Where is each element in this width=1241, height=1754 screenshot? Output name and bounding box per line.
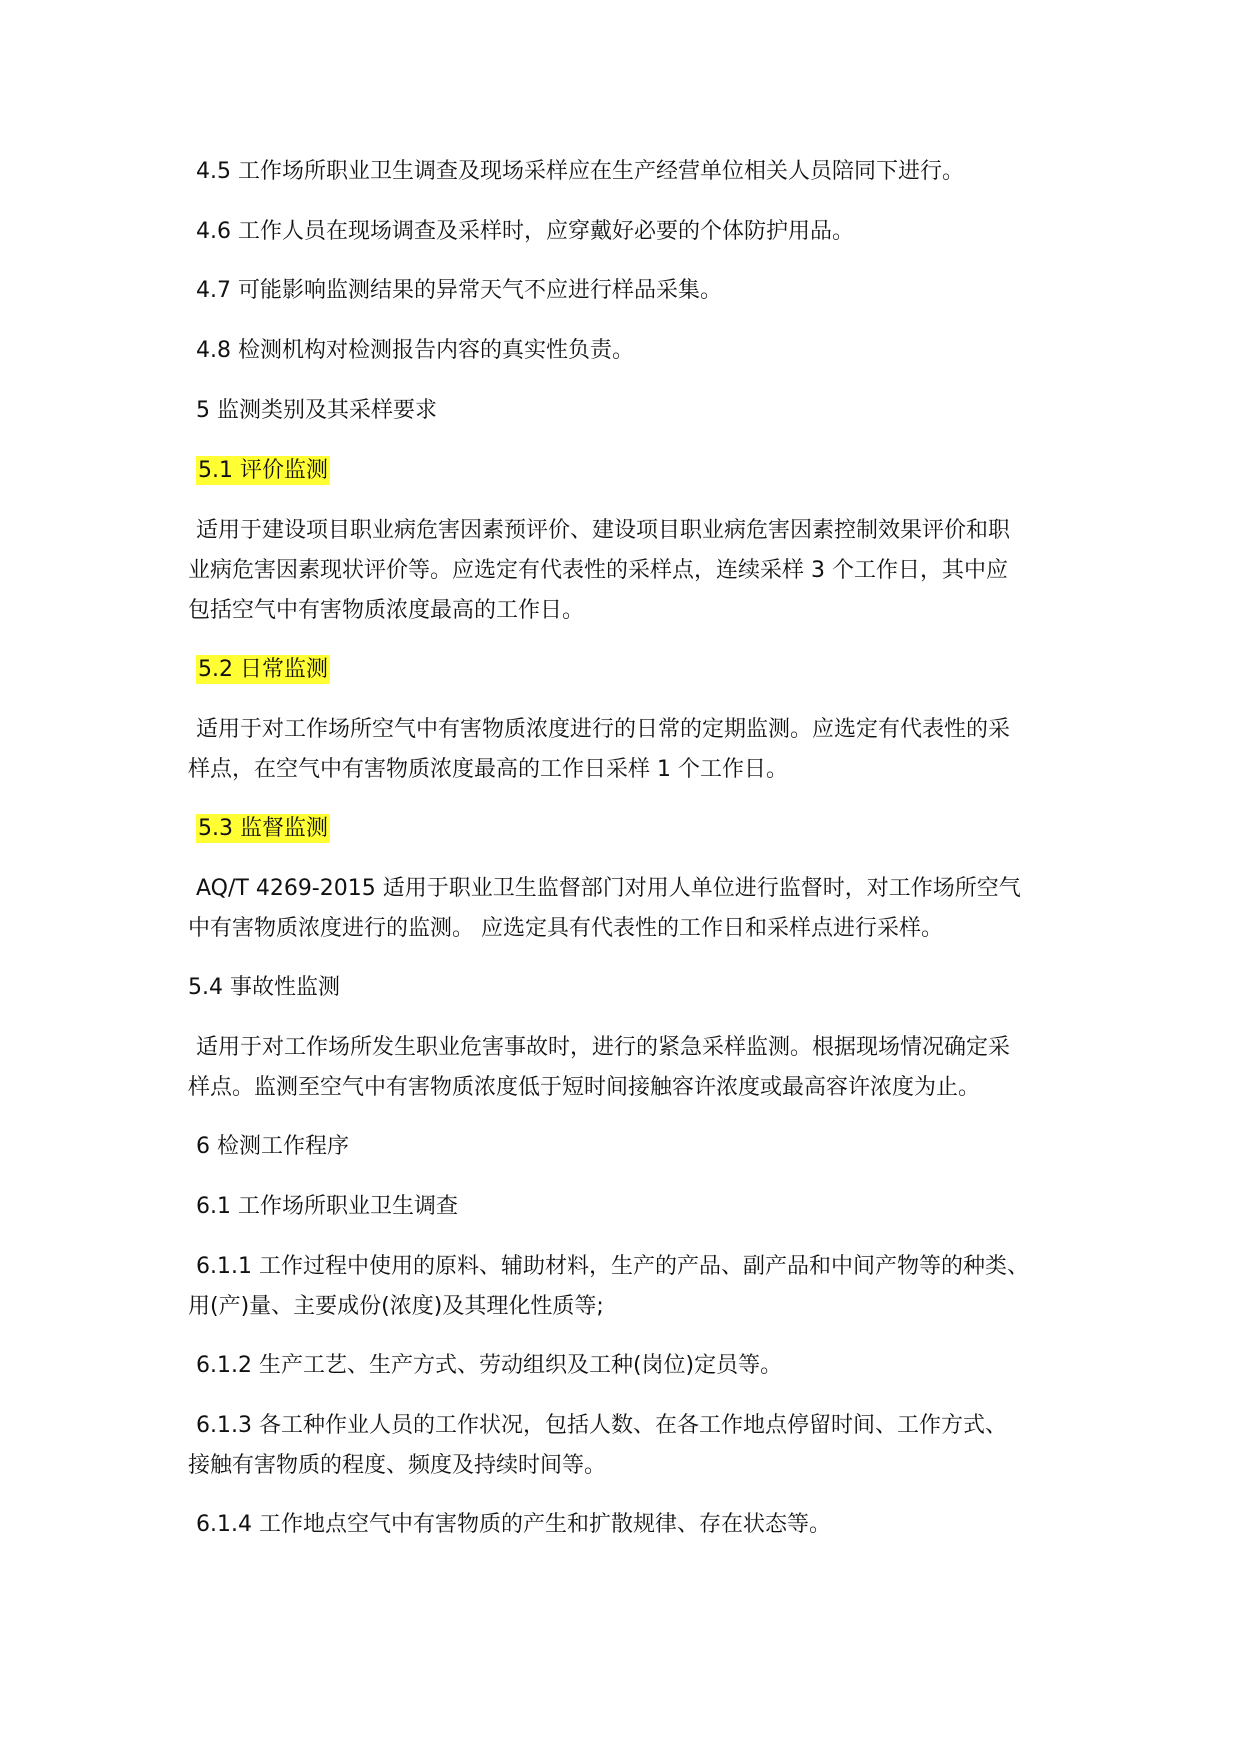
paragraph-5-3 bbox=[188, 869, 1068, 949]
paragraph-4-8 bbox=[188, 331, 1068, 371]
text-line: 样点。监测至空气中有害物质浓度低于短时间接触容许浓度或最高容许浓度为止。 bbox=[188, 1075, 981, 1100]
paragraph-6-1-2 bbox=[188, 1346, 1068, 1386]
text-line: 4.7 可能影响监测结果的异常天气不应进行样品采集。 bbox=[196, 278, 722, 303]
section-heading: 6 检测工作程序 bbox=[196, 1134, 349, 1159]
paragraph-4-6 bbox=[188, 212, 1068, 252]
text-line: 适用于建设项目职业病危害因素预评价、建设项目职业病危害因素控制效果评价和职 bbox=[196, 518, 1011, 543]
text-line: 6.1.1 工作过程中使用的原料、辅助材料，生产的产品、副产品和中间产物等的种类、 bbox=[196, 1254, 1029, 1279]
text-line: AQ/T 4269-2015 适用于职业卫生监督部门对用人单位进行监督时，对工作场所空气 bbox=[196, 876, 1021, 901]
paragraph-5-2 bbox=[188, 710, 1068, 790]
paragraph-6-1-1 bbox=[188, 1247, 1068, 1327]
text-line: 4.6 工作人员在现场调查及采样时，应穿戴好必要的个体防护用品。 bbox=[196, 219, 854, 244]
heading-5 bbox=[188, 391, 1068, 431]
section-heading: 6.1 工作场所职业卫生调查 bbox=[196, 1194, 458, 1219]
section-heading: 5 监测类别及其采样要求 bbox=[196, 398, 437, 423]
section-heading: 5.4 事故性监测 bbox=[188, 975, 340, 1000]
text-line: 业病危害因素现状评价等。应选定有代表性的采样点，连续采样 3 个工作日，其中应 bbox=[188, 558, 1008, 583]
heading-5-1 bbox=[188, 451, 1068, 491]
text-line: 接触有害物质的程度、频度及持续时间等。 bbox=[188, 1453, 607, 1478]
text-line: 样点，在空气中有害物质浓度最高的工作日采样 1 个工作日。 bbox=[188, 757, 788, 782]
text-line: 中有害物质浓度进行的监测。 应选定具有代表性的工作日和采样点进行采样。 bbox=[188, 916, 943, 941]
paragraph-4-7 bbox=[188, 271, 1068, 311]
text-line: 6.1.2 生产工艺、生产方式、劳动组织及工种(岗位)定员等。 bbox=[196, 1353, 783, 1378]
text-line: 适用于对工作场所发生职业危害事故时，进行的紧急采样监测。根据现场情况确定采 bbox=[196, 1035, 1011, 1060]
heading-5-4 bbox=[188, 968, 1068, 1008]
paragraph-5-4 bbox=[188, 1028, 1068, 1108]
heading-5-2 bbox=[188, 650, 1068, 690]
paragraph-6-1-4 bbox=[188, 1505, 1068, 1545]
heading-5-3 bbox=[188, 809, 1068, 849]
text-line: 包括空气中有害物质浓度最高的工作日。 bbox=[188, 598, 585, 623]
text-line: 6.1.3 各工种作业人员的工作状况，包括人数、在各工作地点停留时间、工作方式、 bbox=[196, 1413, 1007, 1438]
heading-6 bbox=[188, 1127, 1068, 1167]
paragraph-4-5 bbox=[188, 152, 1068, 192]
text-line: 4.5 工作场所职业卫生调查及现场采样应在生产经营单位相关人员陪同下进行。 bbox=[196, 159, 964, 184]
paragraph-6-1-3 bbox=[188, 1406, 1068, 1486]
text-line: 用(产)量、主要成份(浓度)及其理化性质等; bbox=[188, 1294, 604, 1319]
highlighted-heading: 5.1 评价监测 bbox=[198, 458, 328, 483]
text-line: 4.8 检测机构对检测报告内容的真实性负责。 bbox=[196, 338, 634, 363]
heading-6-1 bbox=[188, 1187, 1068, 1227]
text-line: 适用于对工作场所空气中有害物质浓度进行的日常的定期监测。应选定有代表性的采 bbox=[196, 717, 1011, 742]
highlighted-heading: 5.2 日常监测 bbox=[198, 657, 328, 682]
paragraph-5-1 bbox=[188, 511, 1068, 631]
highlighted-heading: 5.3 监督监测 bbox=[198, 816, 328, 841]
text-line: 6.1.4 工作地点空气中有害物质的产生和扩散规律、存在状态等。 bbox=[196, 1512, 831, 1537]
